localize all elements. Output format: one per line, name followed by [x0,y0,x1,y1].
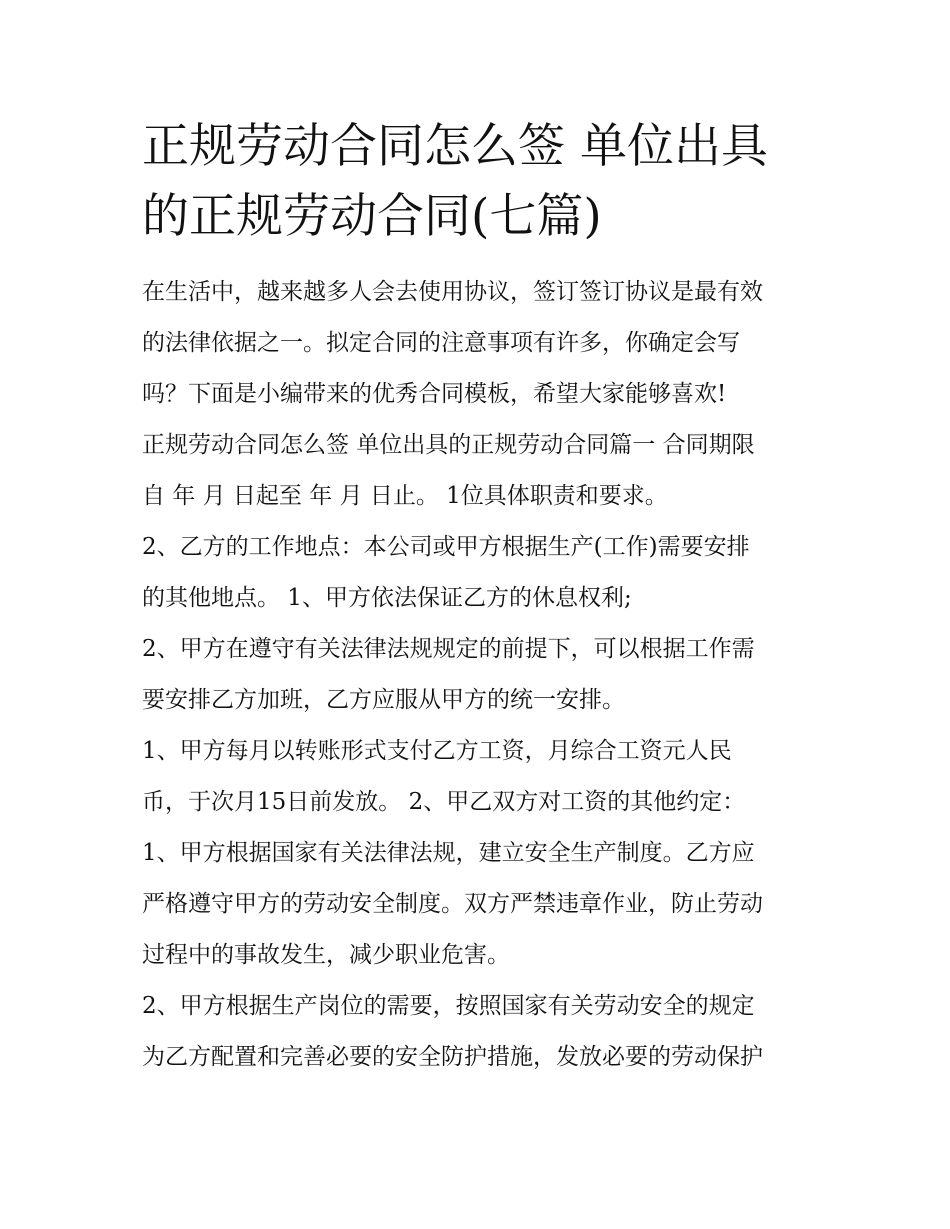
document-title [142,112,822,252]
text-line: 严格遵守甲方的劳动安全制度。双方严禁违章作业，防止劳动 [142,891,763,917]
text-line: 自 年 月 日起至 年 月 日止。 1位具体职责和要求。 [142,483,668,509]
title-line: 的正规劳动合同(七篇) [142,189,602,244]
text-line: 币，于次月15日前发放。 2、甲乙双方对工资的其他约定： [142,789,746,815]
text-line: 在生活中，越来越多人会去使用协议，签订签订协议是最有效 [142,279,763,305]
paragraph-safety-system [142,828,822,981]
document-body [142,267,822,1083]
text-line: 的法律依据之一。拟定合同的注意事项有许多，你确定会写 [142,330,740,356]
title-line: 正规劳动合同怎么签 单位出具 [142,119,768,174]
text-line: 2、甲方在遵守有关法律法规规定的前提下，可以根据工作需 [142,636,755,662]
paragraph-contract-term [142,420,822,522]
paragraph-wages [142,726,822,828]
text-line: 吗？下面是小编带来的优秀合同模板，希望大家能够喜欢! [142,381,727,407]
text-line: 1、甲方根据国家有关法律法规，建立安全生产制度。乙方应 [142,840,755,866]
text-line: 过程中的事故发生，减少职业危害。 [142,942,510,968]
text-line: 2、甲方根据生产岗位的需要，按照国家有关劳动安全的规定 [142,993,755,1019]
text-line: 正规劳动合同怎么签 单位出具的正规劳动合同篇一 合同期限 [142,432,755,458]
document-content [142,112,822,1083]
paragraph-overtime [142,624,822,726]
text-line: 为乙方配置和完善必要的安全防护措施，发放必要的劳动保护 [142,1044,763,1070]
text-line: 2、乙方的工作地点：本公司或甲方根据生产(工作)需要安排 [142,534,750,560]
paragraph-intro [142,267,822,420]
text-line: 的其他地点。 1、甲方依法保证乙方的休息权利; [142,585,632,611]
paragraph-protection-measures [142,981,822,1083]
text-line: 1、甲方每月以转账形式支付乙方工资，月综合工资元人民 [142,738,732,764]
paragraph-work-location [142,522,822,624]
text-line: 要安排乙方加班，乙方应服从甲方的统一安排。 [142,687,625,713]
